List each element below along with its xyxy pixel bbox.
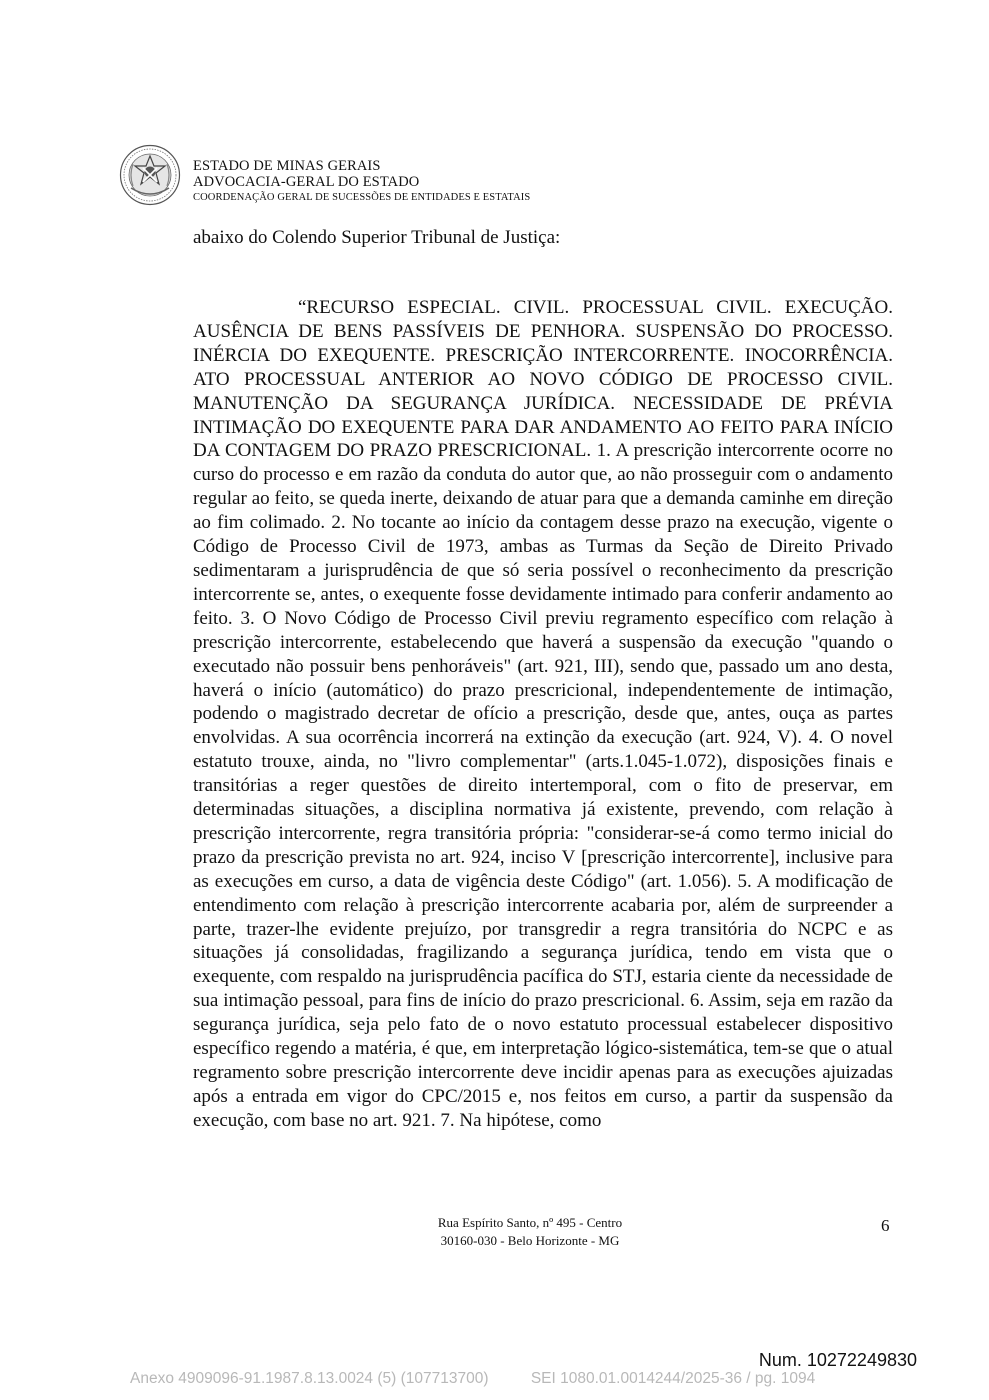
page-number: 6 <box>881 1216 890 1235</box>
header-state-name: ESTADO DE MINAS GERAIS <box>193 158 381 174</box>
document-number-stamp: Num. 10272249830 <box>758 1350 917 1370</box>
footer-address-city: 30160-030 - Belo Horizonte - MG <box>440 1233 620 1248</box>
intro-paragraph: abaixo do Colendo Superior Tribunal de Justiça: <box>193 227 561 248</box>
header-agency-name: ADVOCACIA-GERAL DO ESTADO <box>193 174 420 190</box>
quoted-ruling-paragraph: “RECURSO ESPECIAL. CIVIL. PROCESSUAL CIVIL. EXECUÇÃO. AUSÊNCIA DE BENS PASSÍVEIS DE PENHORA. SUSPENSÃO DO PROCESSO. INÉRCIA DO EXEQUENTE. PRESCRIÇÃO INTERCORRENTE. INOCORRÊNCIA. ATO PROCESSUAL ANTERIOR AO NOVO CÓDIGO DE PROCESSO CIVIL. MANUTENÇÃO DA SEGURANÇA JURÍDICA. NECESSIDADE DE PRÉVIA INTIMAÇÃO DO EXEQUENTE PARA DAR ANDAMENTO AO FEITO PARA INÍCIO DA CONTAGEM DO PRAZO PRESCRICIONAL. 1. A prescrição intercorrente ocorre no curso do processo e em razão da conduta do autor que, ao não prosseguir com o andamento regular ao feito, se queda inerte, deixando de atuar para que a demanda caminhe em direção ao fim colimado. 2. No tocante ao início da contagem desse prazo na execução, vigente o Código de Processo Civil de 1973, ambas as Turmas da Seção de Direito Privado sedimentaram a jurisprudência de que só seria possível o reconhecimento da prescrição intercorrente se, antes, o exequente fosse devidamente intimado para conferir andamento ao feito. 3. O Novo Código de Processo Civil previu regramento específico com relação à prescrição intercorrente, estabelecendo que haverá a suspensão da execução "quando o executado não possuir bens penhoráveis" (art. 921, III), sendo que, passado um ano desta, haverá o início (automático) do prazo prescricional, independentemente de intimação, podendo o magistrado decretar de ofício a prescrição, desde que, antes, ouça as partes envolvidas. A sua ocorrência incorrerá na extinção da execução (art. 924, V). 4. O novel estatuto trouxe, ainda, no "livro complementar" (arts.1.045-1.072), disposições finais e transitórias a reger questões de direito intertemporal, com o fito de preservar, em determinadas situações, a disciplina normativa já existente, prevendo, com relação à prescrição intercorrente, regra transitória própria: "considerar-se-á como termo inicial do prazo da prescrição prevista no art. 924, inciso V [prescrição intercorrente], inclusive para as execuções em curso, a data de vigência deste Código" (art. 1.056). 5. A modificação de entendimento com relação à prescrição intercorrente acabaria por, além de surpreender a parte, trazer-lhe evidente prejuízo, por transgredir a regra transitória do NCPC e as situações já consolidadas, fragilizando a segurança jurídica, tendo em vista que o exequente, com respaldo na jurisprudência pacífica do STJ, estaria ciente da necessidade de sua intimação pessoal, para fins de início do prazo prescricional. 6. Assim, seja em razão da segurança jurídica, seja pelo fato de o novo estatuto processual estabelecer dispositivo específico regendo a matéria, é que, em interpretação lógico-sistemática, tem-se que o atual regramento sobre prescrição intercorrente deve incidir apenas para as execuções ajuizadas após a entrada em vigor do CPC/2015 e, nos feitos em curso, a partir da suspensão da execução, com base no art. 921. 7. Na hipótese, como <box>193 297 893 1131</box>
header-department-name: COORDENAÇÃO GERAL DE SUCESSÕES DE ENTIDADES E ESTATAIS <box>193 192 531 203</box>
annex-watermark <box>130 1370 815 1388</box>
annex-reference: Anexo 4909096-91.1987.8.13.0024 (5) (107713700) <box>130 1370 489 1387</box>
sei-reference: SEI 1080.01.0014244/2025-36 / pg. 1094 <box>530 1370 816 1387</box>
document-header <box>193 158 530 206</box>
coat-of-arms-seal-icon <box>119 144 181 206</box>
footer-address-street: Rua Espírito Santo, nº 495 - Centro <box>437 1215 623 1230</box>
footer-address <box>330 1214 730 1250</box>
